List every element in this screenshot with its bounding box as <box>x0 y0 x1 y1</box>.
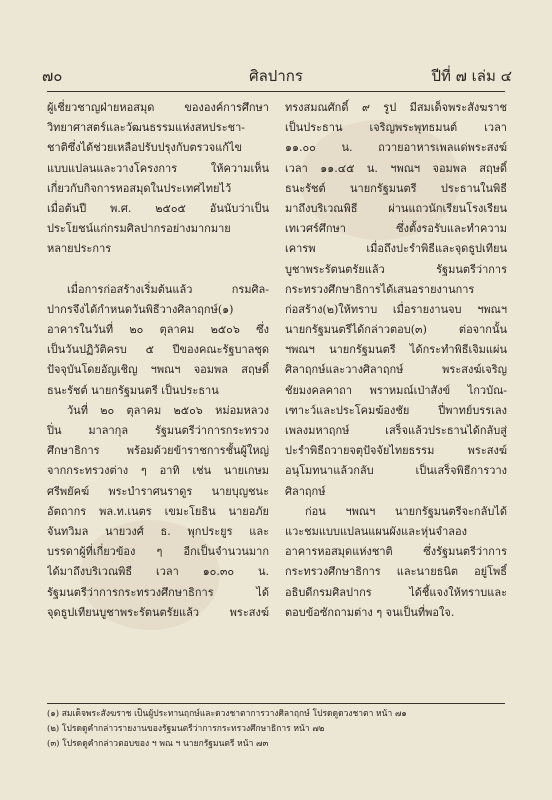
text-line: อาคารหอสมุดแห่งชาติ ซึ่งรัฐมนตรีว่าการ <box>285 545 507 559</box>
text-line: ชาติซึ่งได้ช่วยเหลือปรับปรุงกับตรวจแก้ไข <box>47 141 242 155</box>
header-rule <box>47 91 505 92</box>
text-line: เกี่ยวกับกิจการหอสมุดในประเทศไทยไว้ <box>47 181 232 195</box>
text-line: เฑาะว์และประโคมฆ้องชัย ปี่พาทย์บรรเลง <box>285 403 507 417</box>
text-line: ธนะรัชต์ นายกรัฐมนตรี เป็นประธาน <box>47 383 219 397</box>
text-line: จากกระทรวงต่าง ๆ อาทิ เช่น นายเกษม <box>47 464 269 478</box>
text-line: มาถึงบริเวณพิธี ผ่านแถวนักเรียนโรงเรียน <box>285 201 507 215</box>
text-line: แบบแปลนและวางโครงการ ให้ความเห็น <box>47 161 269 175</box>
text-line: วันที่ ๒๐ ตุลาคม ๒๕๐๖ หม่อมหลวง <box>67 403 269 417</box>
text-line: เคารพ เมื่อถึงปะรำพิธีและจุดธูปเทียน <box>285 242 507 256</box>
journal-title: ศิลปากร <box>249 67 303 85</box>
text-line: ศิลาฤกษ์และวางศิลาฤกษ์ พระสงฆ์เจริญ <box>285 363 507 377</box>
text-line: ๑๑.๐๐ น. ถวายอาหารเพลแด่พระสงฆ์ <box>285 141 507 155</box>
text-line: อธิบดีกรมศิลปากร ได้ชี้แจงให้ทราบและ <box>285 585 507 599</box>
text-line: จุดธูปเทียนบูชาพระรัตนตรัยแล้ว พระสงฆ์ <box>47 605 269 619</box>
text-line: ฯพณฯ นายกรัฐมนตรี ได้กระทำพิธีเจิมแผ่น <box>285 343 507 357</box>
text-line: อนุโมทนาแล้วกลับ เป็นเสร็จพิธีการวาง <box>285 464 507 478</box>
text-line: อัตถากร พล.ท.เนตร เขมะโยธิน นายอภัย <box>47 504 269 518</box>
text-line: ก่อน ฯพณฯ นายกรัฐมนตรีจะกลับได้ <box>305 504 507 518</box>
left-column <box>47 98 269 623</box>
footnote: (๑) สมเด็จพระสังฆราช เป็นผู้ประทานฤกษ์และดวงชาตาการวางศิลาฤกษ์ โปรดดูดวงชาตา หน้า ๗๑ <box>47 709 407 719</box>
text-line: แวะชมแบบแปลนแผนผังและหุ่นจำลอง <box>285 524 467 538</box>
text-line: ศิลาฤกษ์ <box>285 484 326 498</box>
text-line: ปะรำพิธีถวายจตุปัจจัยไทยธรรม พระสงฆ์ <box>285 444 507 458</box>
text-line: เป็นประธาน เจริญพระพุทธมนต์ เวลา <box>285 121 507 135</box>
page-number: ๗๐ <box>42 67 63 85</box>
paragraph-gap <box>47 260 269 280</box>
text-line: ก่อสร้าง(๒)ให้ทราบ เมื่อรายงานจบ ฯพณฯ <box>285 302 507 316</box>
text-line: ปิ่น มาลากุล รัฐมนตรีว่าการกระทรวง <box>47 424 269 437</box>
text-line: อาคารในวันที่ ๒๐ ตุลาคม ๒๕๐๖ ซึ่ง <box>47 323 269 337</box>
footnote: (๒) โปรดดูคำกล่าวรายงานของรัฐมนตรีว่าการกระทรวงศึกษาธิการ หน้า ๗๒ <box>47 724 325 734</box>
text-line: เมื่อการก่อสร้างเริ่มต้นแล้ว กรมศิล- <box>67 282 269 296</box>
text-line: กระทรวงศึกษาธิการ และนายธนิต อยู่โพธิ์ <box>285 565 507 579</box>
text-line: รัฐมนตรีว่าการกระทรวงศึกษาธิการ ได้ <box>47 585 269 599</box>
text-line: ศรีพยัคฆ์ พระบำราศนราดูร นายบุญชนะ <box>47 484 269 498</box>
text-line: หลายประการ <box>47 242 112 256</box>
text-line: บรรดาผู้ที่เกี่ยวข้อง ๆ อีกเป็นจำนวนมาก <box>47 545 269 559</box>
issue-label: ปีที่ ๗ เล่ม ๔ <box>431 67 512 85</box>
footnote: (๓) โปรดดูคำกล่าวตอบของ ฯ พณ ฯ นายกรัฐมนตรี หน้า ๗๓ <box>47 739 269 749</box>
text-line: ตอบข้อซักถามต่าง ๆ จนเป็นที่พอใจ. <box>285 605 455 619</box>
text-line: ได้มาถึงบริเวณพิธี เวลา ๑๐.๓๐ น. <box>47 565 269 579</box>
text-line: ปัจจุบันโดยอัญเชิญ ฯพณฯ จอมพล สฤษดิ์ <box>47 363 269 377</box>
text-line: ผู้เชี่ยวชาญฝ่ายหอสมุด ขององค์การศึกษา <box>47 101 269 114</box>
footnote-rule <box>47 703 505 704</box>
text-line: เป็นวันปฏิวัติครบ ๕ ปีของคณะรัฐบาลชุด <box>47 343 269 357</box>
running-header <box>40 66 512 88</box>
text-line: ชัยมงคลคาถา พราหมณ์เป่าสังข์ ไกวบัณ- <box>285 383 507 397</box>
right-column <box>285 98 507 623</box>
text-line: กระทรวงศึกษาธิการได้เสนอรายงานการ <box>285 282 475 296</box>
text-line: เทเวศร์ศึกษา ซึ่งตั้งรอรับและทำความ <box>285 222 507 236</box>
text-line: ทรงสมณศักดิ์ ๙ รูป มีสมเด็จพระสังฆราช <box>285 101 507 114</box>
text-line: ปากรจึงได้กำหนดวันพิธีวางศิลาฤกษ์(๑) <box>47 302 234 316</box>
text-line: จันทวิมล นายวงศ์ ธ. พุกประยูร และ <box>47 524 269 538</box>
text-line: ธนะรัชต์ นายกรัฐมนตรี ประธานในพิธี <box>285 181 507 195</box>
text-line: ประโยชน์แก่กรมศิลปากรอย่างมากมาย <box>47 222 231 236</box>
text-line: เวลา ๑๑.๔๕ น. ฯพณฯ จอมพล สฤษดิ์ <box>285 161 507 175</box>
text-line: ศึกษาธิการ พร้อมด้วยข้าราชการชั้นผู้ใหญ่ <box>47 444 269 458</box>
text-line: นายกรัฐมนตรีได้กล่าวตอบ(๓) ต่อจากนั้น <box>285 323 507 337</box>
text-line: บูชาพระรัตนตรัยแล้ว รัฐมนตรีว่าการ <box>285 262 507 276</box>
text-line: วิทยาศาสตร์และวัฒนธรรมแห่งสหประชา- <box>47 121 245 135</box>
text-line: เมื่อต้นปี พ.ศ. ๒๕๐๕ อันนับว่าเป็น <box>47 201 269 215</box>
text-line: เพลงมหาฤกษ์ เสร็จแล้วประธานได้กลับสู่ <box>285 424 507 437</box>
